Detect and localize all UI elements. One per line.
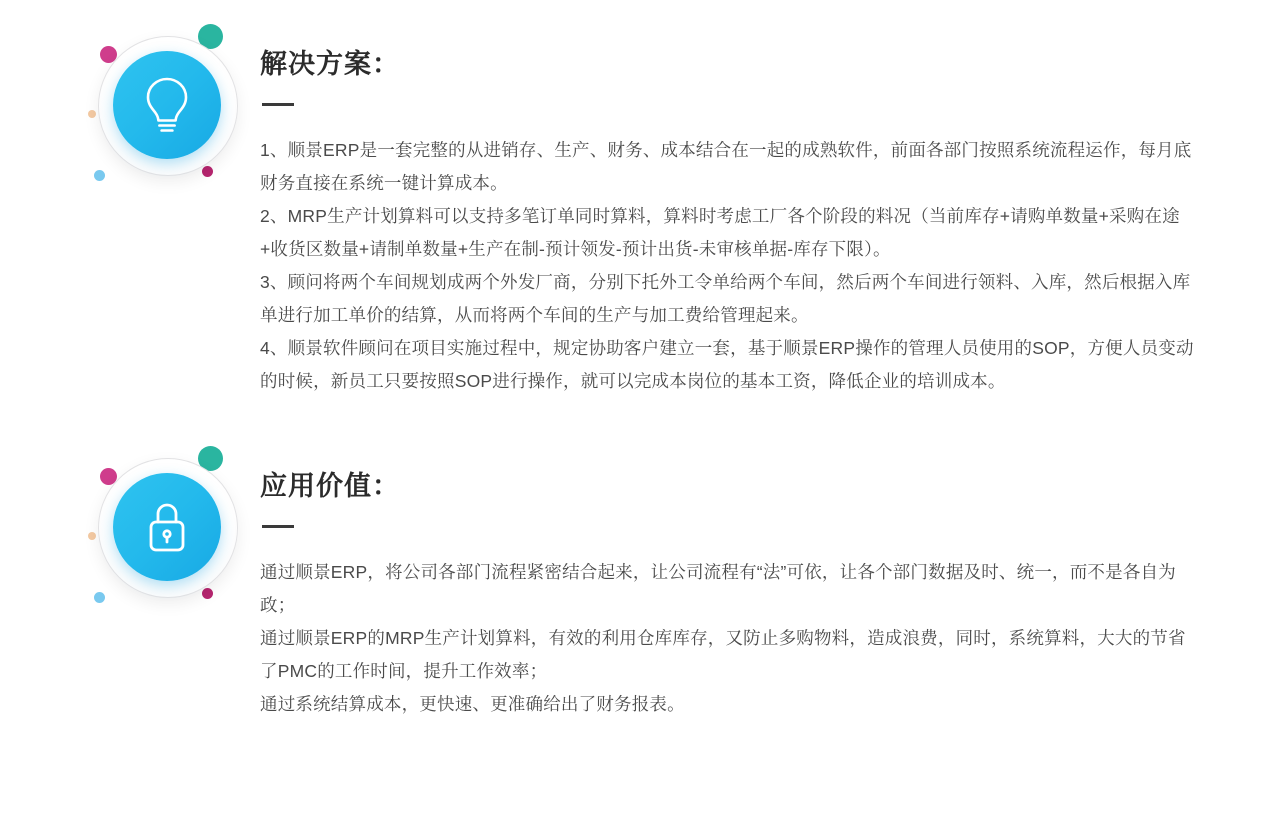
section-value [0, 398, 1264, 721]
value-body [260, 556, 1202, 721]
page-title-solution: 解决方案： [260, 49, 400, 79]
heading-rule-solution [262, 103, 294, 106]
paragraph: 3、顾问将两个车间规划成两个外发厂商，分别下托外工令单给两个车间，然后两个车间进行领料、入库，然后根据入库单进行加工单价的结算，从而将两个车间的生产与加工费给管理起来。 [260, 272, 1191, 325]
decor-dot-magenta [202, 166, 213, 177]
paragraph: 2、MRP生产计划算料可以支持多笔订单同时算料，算料时考虑工厂各个阶段的料况（当前库存+请购单数量+采购在途+收货区数量+请制单数量+生产在制-预计领发-预计出货-未审核单据-库存下限）。 [260, 206, 1180, 259]
decor-dot-light-blue [94, 170, 105, 181]
paragraph: 4、顺景软件顾问在项目实施过程中，规定协助客户建立一套，基于顺景ERP操作的管理人员使用的SOP，方便人员变动的时候，新员工只要按照SOP进行操作，就可以完成本岗位的基本工资，降低企业的培训成本。 [260, 338, 1194, 391]
paragraph: 通过系统结算成本，更快速、更准确给出了财务报表。 [260, 694, 685, 714]
value-content [252, 440, 1258, 721]
decor-dot-light-blue [94, 592, 105, 603]
solution-icon-badge [62, 18, 252, 188]
value-icon-badge [62, 440, 252, 610]
page-title-value: 应用价值： [260, 471, 400, 501]
heading-rule-value [262, 525, 294, 528]
solution-body [260, 134, 1202, 398]
decor-dot-peach [88, 110, 96, 118]
paragraph: 通过顺景ERP的MRP生产计划算料，有效的利用仓库库存，又防止多购物料，造成浪费，同时，系统算料，大大的节省了PMC的工作时间，提升工作效率； [260, 628, 1186, 681]
section-solution [0, 0, 1264, 398]
paragraph: 1、顺景ERP是一套完整的从进销存、生产、财务、成本结合在一起的成熟软件，前面各部门按照系统流程运作，每月底财务直接在系统一键计算成本。 [260, 140, 1192, 193]
paragraph: 通过顺景ERP，将公司各部门流程紧密结合起来，让公司流程有“法”可依，让各个部门数据及时、统一，而不是各自为政； [260, 562, 1176, 615]
lightbulb-icon [113, 51, 221, 159]
decor-dot-peach [88, 532, 96, 540]
lock-icon [113, 473, 221, 581]
solution-content [252, 18, 1258, 398]
decor-dot-magenta [202, 588, 213, 599]
